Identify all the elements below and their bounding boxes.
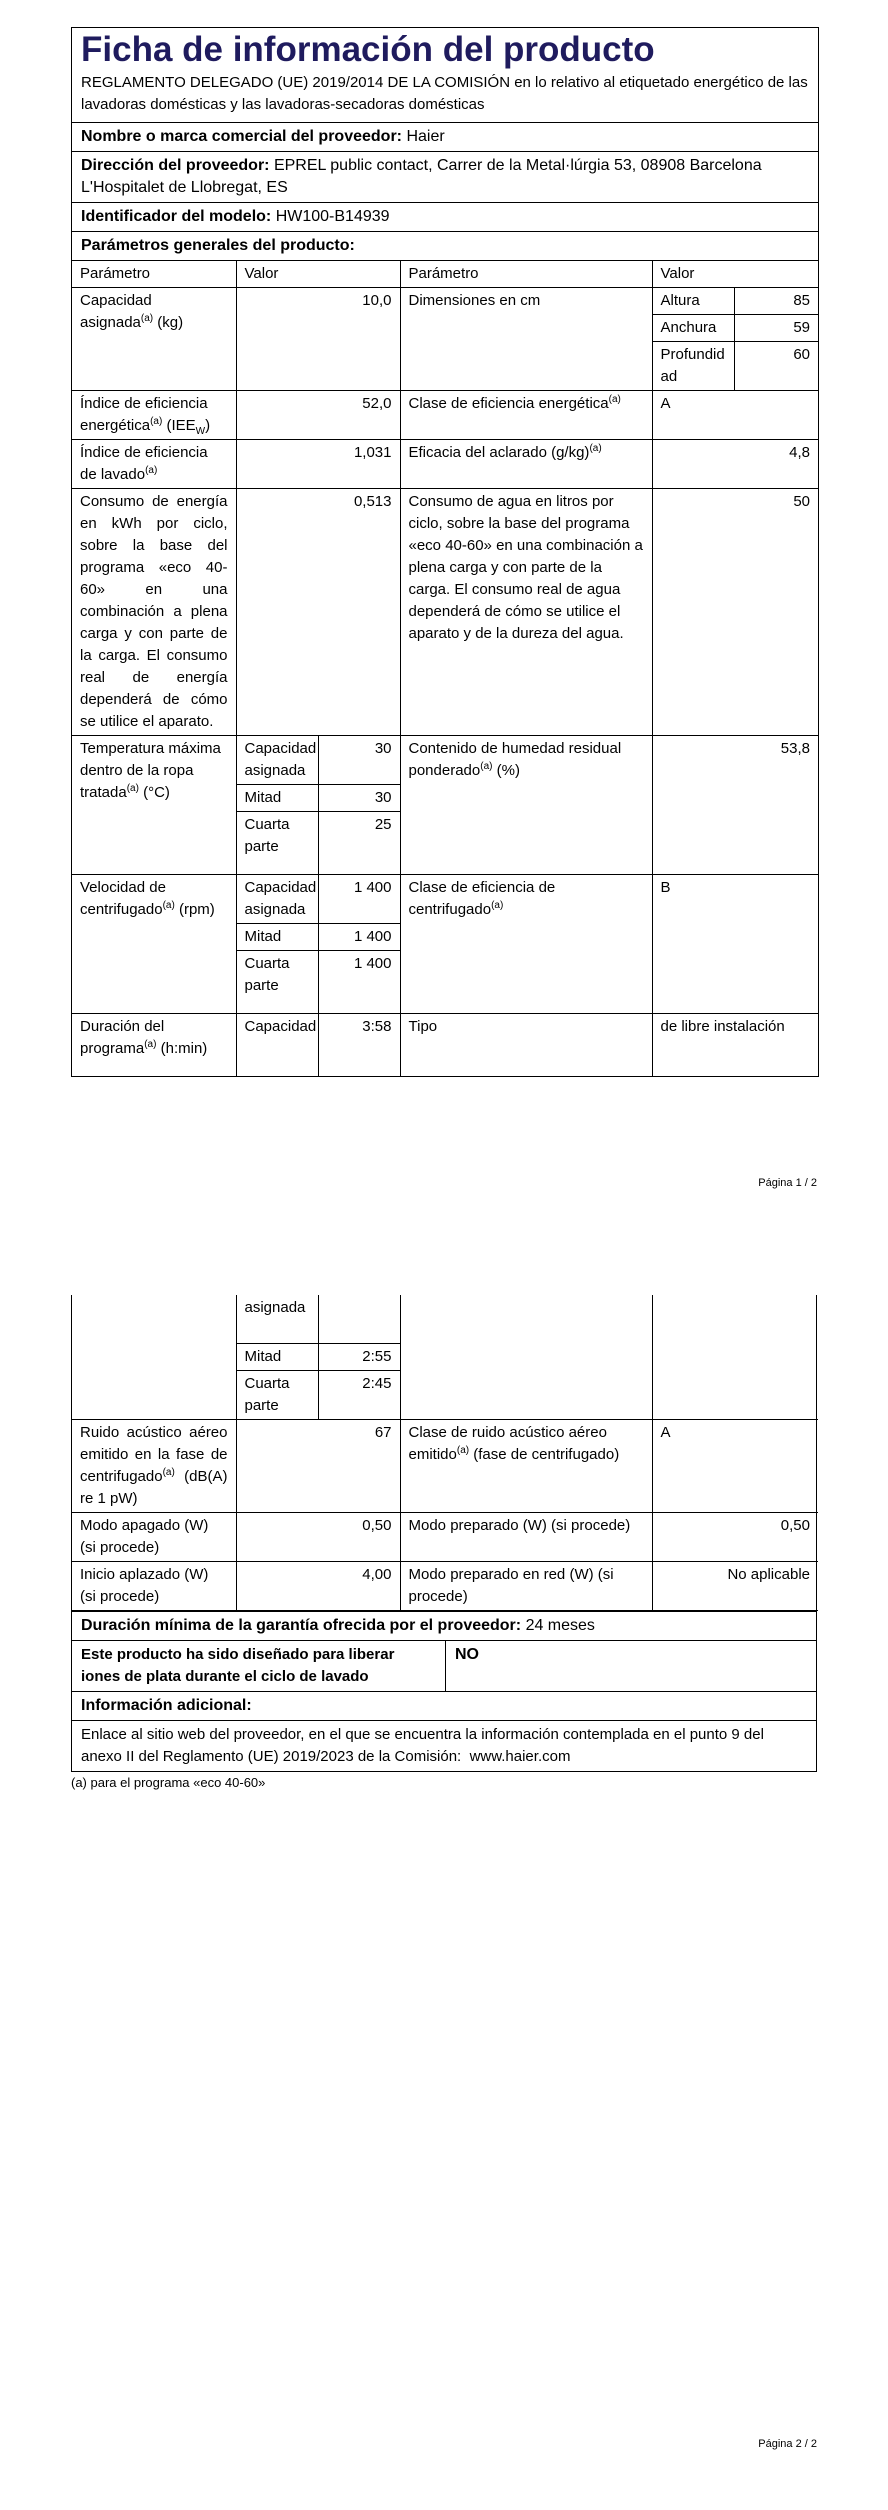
max-temp-label: Temperatura máxima dentro de la ropa tratada$^{(a)}$ (°C) [72,736,236,875]
spin-class-value: B [652,875,818,1014]
height-label: Altura [652,288,734,315]
duration-rated-label: Capacidad [236,1014,318,1077]
supplier-value: Haier [406,128,445,145]
width-label: Anchura [652,315,734,342]
moisture-value: 53,8 [652,736,818,875]
max-temp-quarter-label: Cuarta parte [236,812,318,875]
model-row [72,202,818,231]
table-row [72,1014,818,1077]
noise-class-label: Clase de ruido acústico aéreo emitido$^{(a)}$ (fase de centrifugado) [400,1420,652,1513]
header-param: Parámetro [72,261,236,288]
header-param-2: Parámetro [400,261,652,288]
duration-half-value: 2:55 [318,1344,400,1371]
duration-rated-value: 3:58 [318,1014,400,1077]
rinse-value: 4,8 [652,440,818,489]
delay-start-value: 4,00 [236,1562,400,1611]
address-row [72,151,818,202]
duration-label-cont [72,1295,236,1420]
table-row [72,1513,818,1562]
duration-quarter-value: 2:45 [318,1371,400,1420]
parameters-table-continued [72,1295,818,1611]
noise-class-value: A [652,1420,818,1513]
header-value: Valor [236,261,400,288]
silver-ions-value: NO [455,1646,479,1663]
max-temp-quarter-value: 25 [318,812,400,875]
silver-ions-row [72,1640,816,1691]
wash-index-label: Índice de eficiencia de lavado$^{(a)}$ [72,440,236,489]
type-value-cont [652,1295,818,1420]
table-row [72,288,818,315]
address-value: EPREL public contact, Carrer de la Metal·lúrgia 53, 08908 Barcelona L'Hospitalet de Llobregat, ES [81,157,762,196]
table-row [72,1295,818,1344]
standby-label: Modo preparado (W) (si procede) [400,1513,652,1562]
depth-label: Profundidad [652,342,734,391]
table-row [72,489,818,736]
table-header-row [72,261,818,288]
spin-rated-label: Capacidad asignada [236,875,318,924]
silver-ions-label: Este producto ha sido diseñado para liberar iones de plata durante el ciclo de lavado [72,1641,446,1691]
energy-consumption-value: 0,513 [236,489,400,736]
off-mode-value: 0,50 [236,1513,400,1562]
depth-value: 60 [734,342,818,391]
noise-value: 67 [236,1420,400,1513]
network-standby-value: No aplicable [652,1562,818,1611]
regulation-prefix: REGLAMENTO DELEGADO (UE) 2019/2014 DE LA COMISIÓN [81,74,511,91]
energy-class-label: Clase de eficiencia energética$^{(a)}$ [400,391,652,440]
regulation-rest: en lo relativo al etiquetado energético de las lavadoras domésticas y las lavadoras-secadoras domésticas [81,74,808,113]
model-value: HW100-B14939 [275,208,390,225]
eei-value: 52,0 [236,391,400,440]
warranty-label: Duración mínima de la garantía ofrecida por el proveedor: [81,1617,522,1634]
energy-class-value: A [652,391,818,440]
regulation-text [72,70,818,122]
warranty-value: 24 meses [525,1617,595,1634]
max-temp-half-label: Mitad [236,785,318,812]
page-number: Página 2 / 2 [758,2438,817,2450]
duration-half-label: Mitad [236,1344,318,1371]
table-row [72,736,818,785]
dimensions-label: Dimensiones en cm [400,288,652,391]
supplier-row [72,122,818,151]
warranty-row [72,1611,816,1640]
table-row [72,391,818,440]
model-label: Identificador del modelo: [81,208,272,225]
type-value: de libre instalación [652,1014,818,1077]
duration-quarter-label: Cuarta parte [236,1371,318,1420]
page-number: Página 1 / 2 [758,1177,817,1189]
product-info-sheet [71,27,819,1077]
spin-speed-label: Velocidad de centrifugado$^{(a)}$ (rpm) [72,875,236,1014]
table-row [72,440,818,489]
header-value-2: Valor [652,261,818,288]
type-label: Tipo [400,1014,652,1077]
spin-quarter-value: 1 400 [318,951,400,1014]
spin-rated-value: 1 400 [318,875,400,924]
address-label: Dirección del proveedor: [81,157,270,174]
parameters-table [72,260,818,1076]
moisture-label: Contenido de humedad residual ponderado$^{(a)}$ (%) [400,736,652,875]
additional-info-text: Enlace al sitio web del proveedor, en el que se encuentra la información contemplada en el punto 9 del anexo II del Reglamento (UE) 2019/2023 de la Comisión: www.haier.com [72,1720,816,1771]
delay-start-label: Inicio aplazado (W) (si procede) [72,1562,236,1611]
max-temp-rated-value: 30 [318,736,400,785]
type-label-cont [400,1295,652,1420]
spin-half-label: Mitad [236,924,318,951]
supplier-label: Nombre o marca comercial del proveedor: [81,128,402,145]
network-standby-label: Modo preparado en red (W) (si procede) [400,1562,652,1611]
capacity-value: 10,0 [236,288,400,391]
capacity-label: Capacidad asignada$^{(a)}$ (kg) [72,288,236,391]
supplier-website-link[interactable]: www.haier.com [469,1748,571,1765]
water-consumption-label: Consumo de agua en litros por ciclo, sobre la base del programa «eco 40-60» en una combinación a plena carga y con parte de la carga. El consumo real de agua dependerá de cómo se utilice el aparato y de la dureza del agua. [400,489,652,736]
off-mode-label: Modo apagado (W) (si procede) [72,1513,236,1562]
noise-label: Ruido acústico aéreo emitido en la fase de centrifugado$^{(a)}$ (dB(A) re 1 pW) [72,1420,236,1513]
table-row [72,875,818,924]
water-consumption-value: 50 [652,489,818,736]
duration-label: Duración del programa$^{(a)}$ (h:min) [72,1014,236,1077]
max-temp-half-value: 30 [318,785,400,812]
table-row [72,1562,818,1611]
page-title: Ficha de información del producto [81,30,655,69]
standby-value: 0,50 [652,1513,818,1562]
additional-info-heading: Información adicional: [72,1691,816,1720]
general-params-heading: Parámetros generales del producto: [72,231,818,260]
rinse-label: Eficacia del aclarado $(g/kg)^{(a)}$ [400,440,652,489]
spin-quarter-label: Cuarta parte [236,951,318,1014]
page-1 [0,0,888,1230]
table-row [72,1420,818,1513]
max-temp-rated-label: Capacidad asignada [236,736,318,785]
height-value: 85 [734,288,818,315]
page-2 [0,1230,888,2510]
width-value: 59 [734,315,818,342]
footnote: (a) para el programa «eco 40-60» [71,1775,266,1790]
spin-half-value: 1 400 [318,924,400,951]
duration-rated-value-cont [318,1295,400,1344]
wash-index-value: 1,031 [236,440,400,489]
eei-label: Índice de eficiencia energética$^{(a)}$ $(IEE_W)$ [72,391,236,440]
product-info-sheet-continued [71,1295,817,1790]
energy-consumption-label: Consumo de energía en kWh por ciclo, sobre la base del programa «eco 40-60» en una combinación a plena carga y con parte de la carga. El consumo real de energía dependerá de cómo se utilice el aparato. [72,489,236,736]
spin-class-label: Clase de eficiencia de centrifugado$^{(a)}$ [400,875,652,1014]
duration-rated-label-cont: asignada [236,1295,318,1344]
